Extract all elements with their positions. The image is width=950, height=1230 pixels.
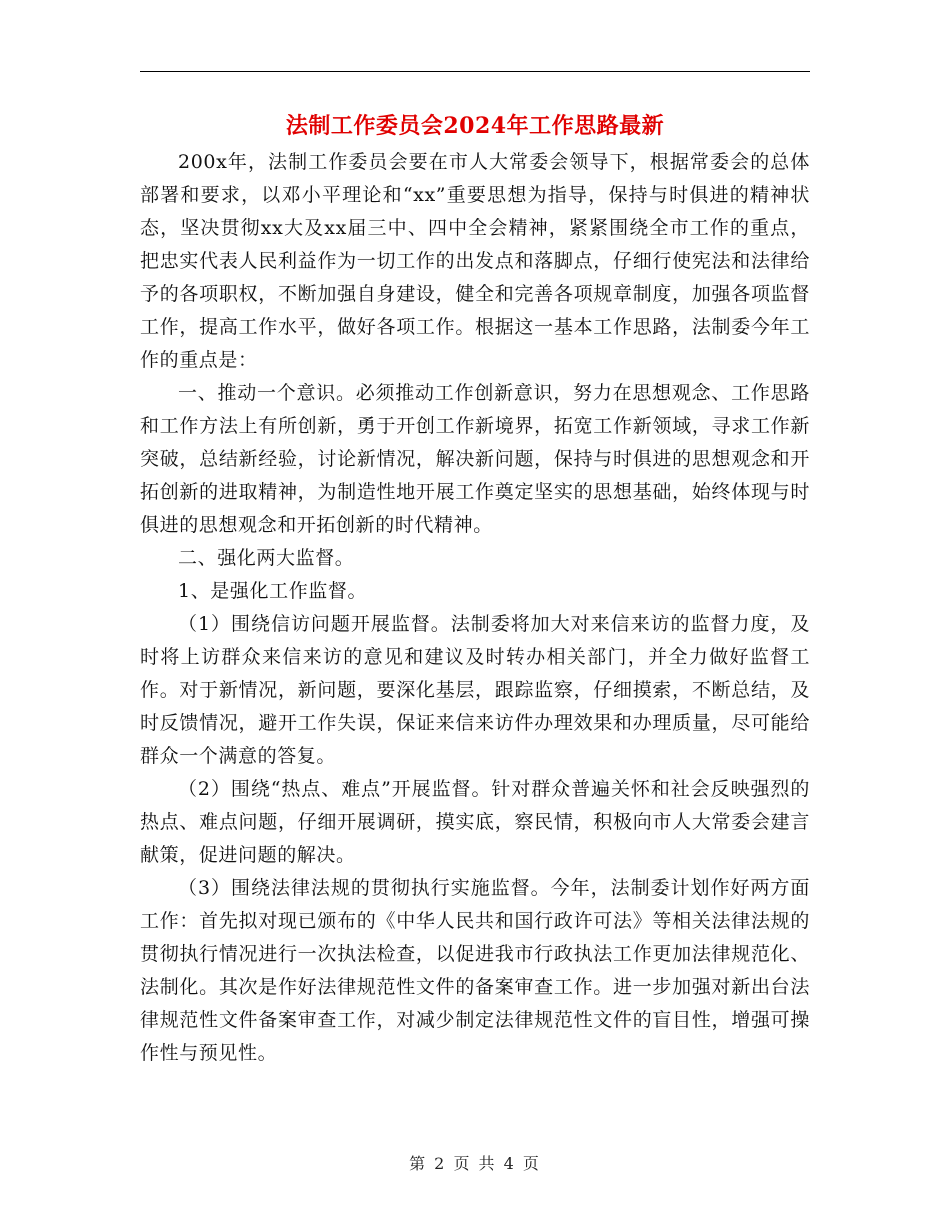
paragraph-subsection-one: 1、是强化工作监督。	[178, 580, 368, 602]
paragraph-item-1: （1）围绕信访问题开展监督。法制委将加大对来信来访的监督力度，及时将上访群众来信来访的意见和建议及时转办相关部门，并全力做好监督工作。对于新情况，新问题，要深化基层，跟踪监察，仔细摸索，不断总结，及时反馈情况，避开工作失误，保证来信来访件办理效果和办理质量，尽可能给群众一个满意的答复。	[140, 613, 810, 767]
paragraph-section-one: 一、推动一个意识。必须推动工作创新意识，努力在思想观念、工作思路和工作方法上有所创新，勇于开创工作新境界，拓宽工作新领域，寻求工作新突破，总结新经验，讨论新情况，解决新问题，保持与时俱进的思想观念和开拓创新的进取精神，为制造性地开展工作奠定坚实的思想基础，始终体现与时俱进的思想观念和开拓创新的时代精神。	[140, 382, 810, 536]
paragraph-item-2: （2）围绕“热点、难点”开展监督。针对群众普遍关怀和社会反映强烈的热点、难点问题，仔细开展调研，摸实底，察民情，积极向市人大常委会建言献策，促进问题的解决。	[140, 778, 810, 866]
paragraph-item-3: （3）围绕法律法规的贯彻执行实施监督。今年，法制委计划作好两方面工作：首先拟对现已颁布的《中华人民共和国行政许可法》等相关法律法规的贯彻执行情况进行一次执法检查，以促进我市行政执法工作更加法律规范化、法制化。其次是作好法律规范性文件的备案审查工作。进一步加强对新出台法律规范性文件备案审查工作，对减少制定法律规范性文件的盲目性，增强可操作性与预见性。	[140, 877, 810, 1064]
page-number-footer: 第 2 页 共 4 页	[409, 1154, 541, 1173]
document-body	[140, 146, 810, 1070]
header-rule	[140, 71, 810, 72]
document-title: 法制工作委员会2024年工作思路最新	[285, 113, 665, 139]
paragraph-intro: 200x年，法制工作委员会要在市人大常委会领导下，根据常委会的总体部署和要求，以邓小平理论和“xx”重要思想为指导，保持与时俱进的精神状态，坚决贯彻xx大及xx届三中、四中全会精神，紧紧围绕全市工作的重点，把忠实代表人民利益作为一切工作的出发点和落脚点，仔细行使宪法和法律给予的各项职权，不断加强自身建设，健全和完善各项规章制度，加强各项监督工作，提高工作水平，做好各项工作。根据这一基本工作思路，法制委今年工作的重点是：	[140, 151, 810, 371]
paragraph-section-two-heading: 二、强化两大监督。	[178, 547, 355, 569]
